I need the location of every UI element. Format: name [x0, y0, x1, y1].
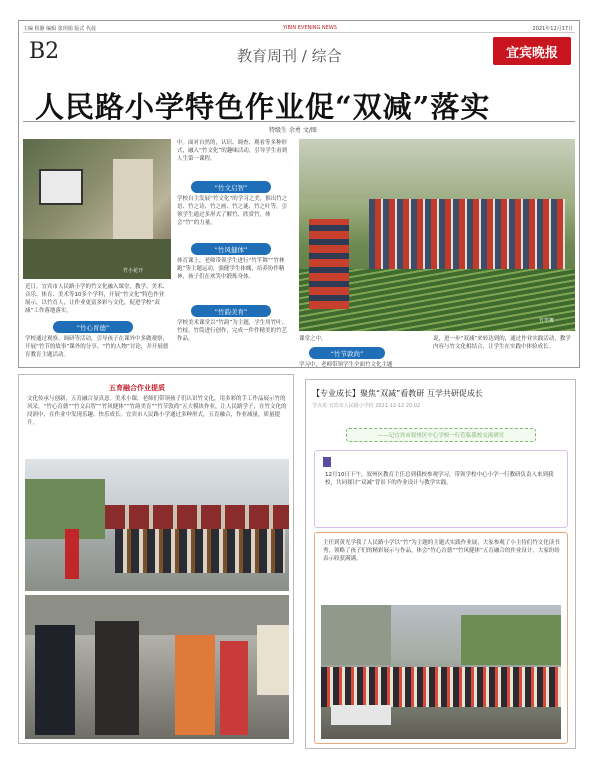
masthead-strip: [23, 25, 575, 33]
pill-moral: “竹心育德”: [53, 321, 133, 333]
headline: 人民路小学特色作业促“双减”落实: [35, 90, 491, 124]
calligraphy-scroll: [113, 159, 153, 239]
classroom-display-photo: [23, 139, 171, 279]
man-dark-coat: [35, 625, 75, 735]
pill-honor: “竹节敦尚”: [309, 347, 385, 359]
article-col1: 近日，宜宾市人民路小学的竹文化融入课堂，教学、美术、音乐、体育、美术等10多个学科，开展“竹文化”特色作业展示，以竹育人，让作业更富多彩与文化，促进学校“双减”工作落地落实。: [25, 284, 169, 314]
photo-caption: 竹竿舞: [539, 318, 555, 324]
newspaper-logo: 宜宾晚报: [493, 37, 571, 65]
article-col4: 说，进一步“双减”来转达到的，通过作业实践活动，教学内容与竹文化相结合，让学生在实践中体验成长。: [433, 336, 571, 350]
article-col3a: 课堂之中。: [299, 336, 327, 342]
pill-art: “竹韵美育”: [191, 305, 271, 317]
performer: [65, 529, 79, 579]
intro-paragraph: 12月10日下午，叙州区教育主任总到我校参观学习，带领学校中心小学一行教研负责人来到我校，共同探讨“双减”背景下的作业设计与教学实践。: [325, 472, 554, 486]
article-col2b: 学校自主发展“竹文化”的学习之美，推出竹之语、竹之诗、竹之画、竹之谜、竹之叶等，引领学生通过多形式了解竹、欣赏竹，体会“竹”的力量。: [177, 196, 288, 226]
wechat-article-right: [305, 379, 576, 749]
article-col2a: 中。面对自然的，认识、调查、观看等多种形式，融入“竹文化”的趣味活动，引导学生看到人生第一课程。: [177, 140, 288, 162]
section-name: 教育周刊 / 综合: [237, 47, 342, 65]
wechat-article-left: [18, 374, 294, 744]
pill-fitness: “竹风健体”: [191, 243, 271, 255]
intro-box: [314, 450, 568, 528]
visitors-photo: [25, 595, 289, 739]
building: [321, 605, 391, 665]
newspaper-page: [18, 20, 580, 368]
woman-orange-coat: [175, 635, 215, 735]
students-group: [369, 199, 565, 269]
bamboo-decor: [23, 239, 171, 279]
poster: [257, 625, 289, 695]
background-trees: [299, 139, 575, 199]
campus-visit-photo: [321, 605, 561, 739]
visitors: [115, 529, 285, 573]
photo-caption: 竹小花开: [123, 268, 144, 274]
detail-box: [314, 532, 568, 744]
kneeling-students: [309, 219, 349, 309]
article-body: 文化传承与创新，五育融合显真意。美术小课，老师们带领孩子们认识竹文化，用多彩的手工作品展示竹的风采，“竹心育德”“竹文启智”“竹风健体”“竹韵美育”“竹节敦尚”五大模块作业，让人民路学子，在竹文化的浸润中，在作业中发现乐趣、快乐成长。宜宾市人民路小学通过多种形式，五育融合，作业减量，质量提升。: [27, 396, 287, 426]
article-title: 五育融合作业提质: [109, 384, 165, 392]
page-code: B2: [29, 39, 60, 64]
editor-credits: 主编 程静 编辑 张玥娟 版式 代晨: [23, 26, 96, 32]
article-title: 【专业成长】聚焦“双减”看教研 互学共研促成长: [312, 389, 483, 398]
event-banner: ——记宜宾市叙州区中心学校一行莅临我校交流研讨: [346, 428, 536, 442]
article-meta: 节点说 宜宾市人民路小学校 2021-12-12 20:02: [312, 403, 421, 409]
article-col2d: 学校美术课堂以“竹韵”为主题，学生用竹叶、竹枝、竹筒进行创作，完成一件件精美的竹艺作品。: [177, 320, 288, 342]
article-col3b: 学习中，老师带领学生全面竹文化主题: [299, 362, 393, 368]
cultural-show-photo: [25, 459, 289, 591]
masthead-english: YIBIN EVENING NEWS: [283, 25, 337, 31]
article-col2c: 体育课上，老师带领学生进行“竹竿舞”“竹林跑”等主题运动，强健学生体魄，培养协作精神，孩子们在欢笑中锻炼身体。: [177, 258, 285, 280]
crowd: [321, 667, 561, 707]
book-icon: [323, 457, 331, 467]
bamboo-dance-photo: [299, 139, 575, 331]
pill-wisdom: “竹文启智”: [191, 181, 271, 193]
byline: 特级生 余勇 文/图: [269, 127, 317, 134]
woman-red: [220, 641, 248, 735]
exhibition-boards: [105, 505, 289, 529]
man-grey-coat: [95, 621, 139, 735]
issue-date: 2021年12月17日: [532, 26, 573, 32]
detail-paragraph: 主任到黄光学我了人民路小学以“竹”为主题的主题式实践作业展，大家参观了小主持们竹文化读书秀，领略了孩子们的精彩展示与作品，体会“竹心育德”“竹风健体”五育融合的作业设计，大家纷纷表示收获满满。: [323, 540, 560, 562]
display-table: [331, 705, 391, 725]
trees: [461, 615, 561, 665]
divider: [23, 121, 575, 122]
monitor-screen: [39, 169, 83, 205]
article-col1b: 学校通过观察、调研等活动，引导孩子在课外中多做观察，开展“竹节的故事”课外的分享、“竹的人物”讨论，并开展德育教育主题活动。: [25, 336, 169, 358]
